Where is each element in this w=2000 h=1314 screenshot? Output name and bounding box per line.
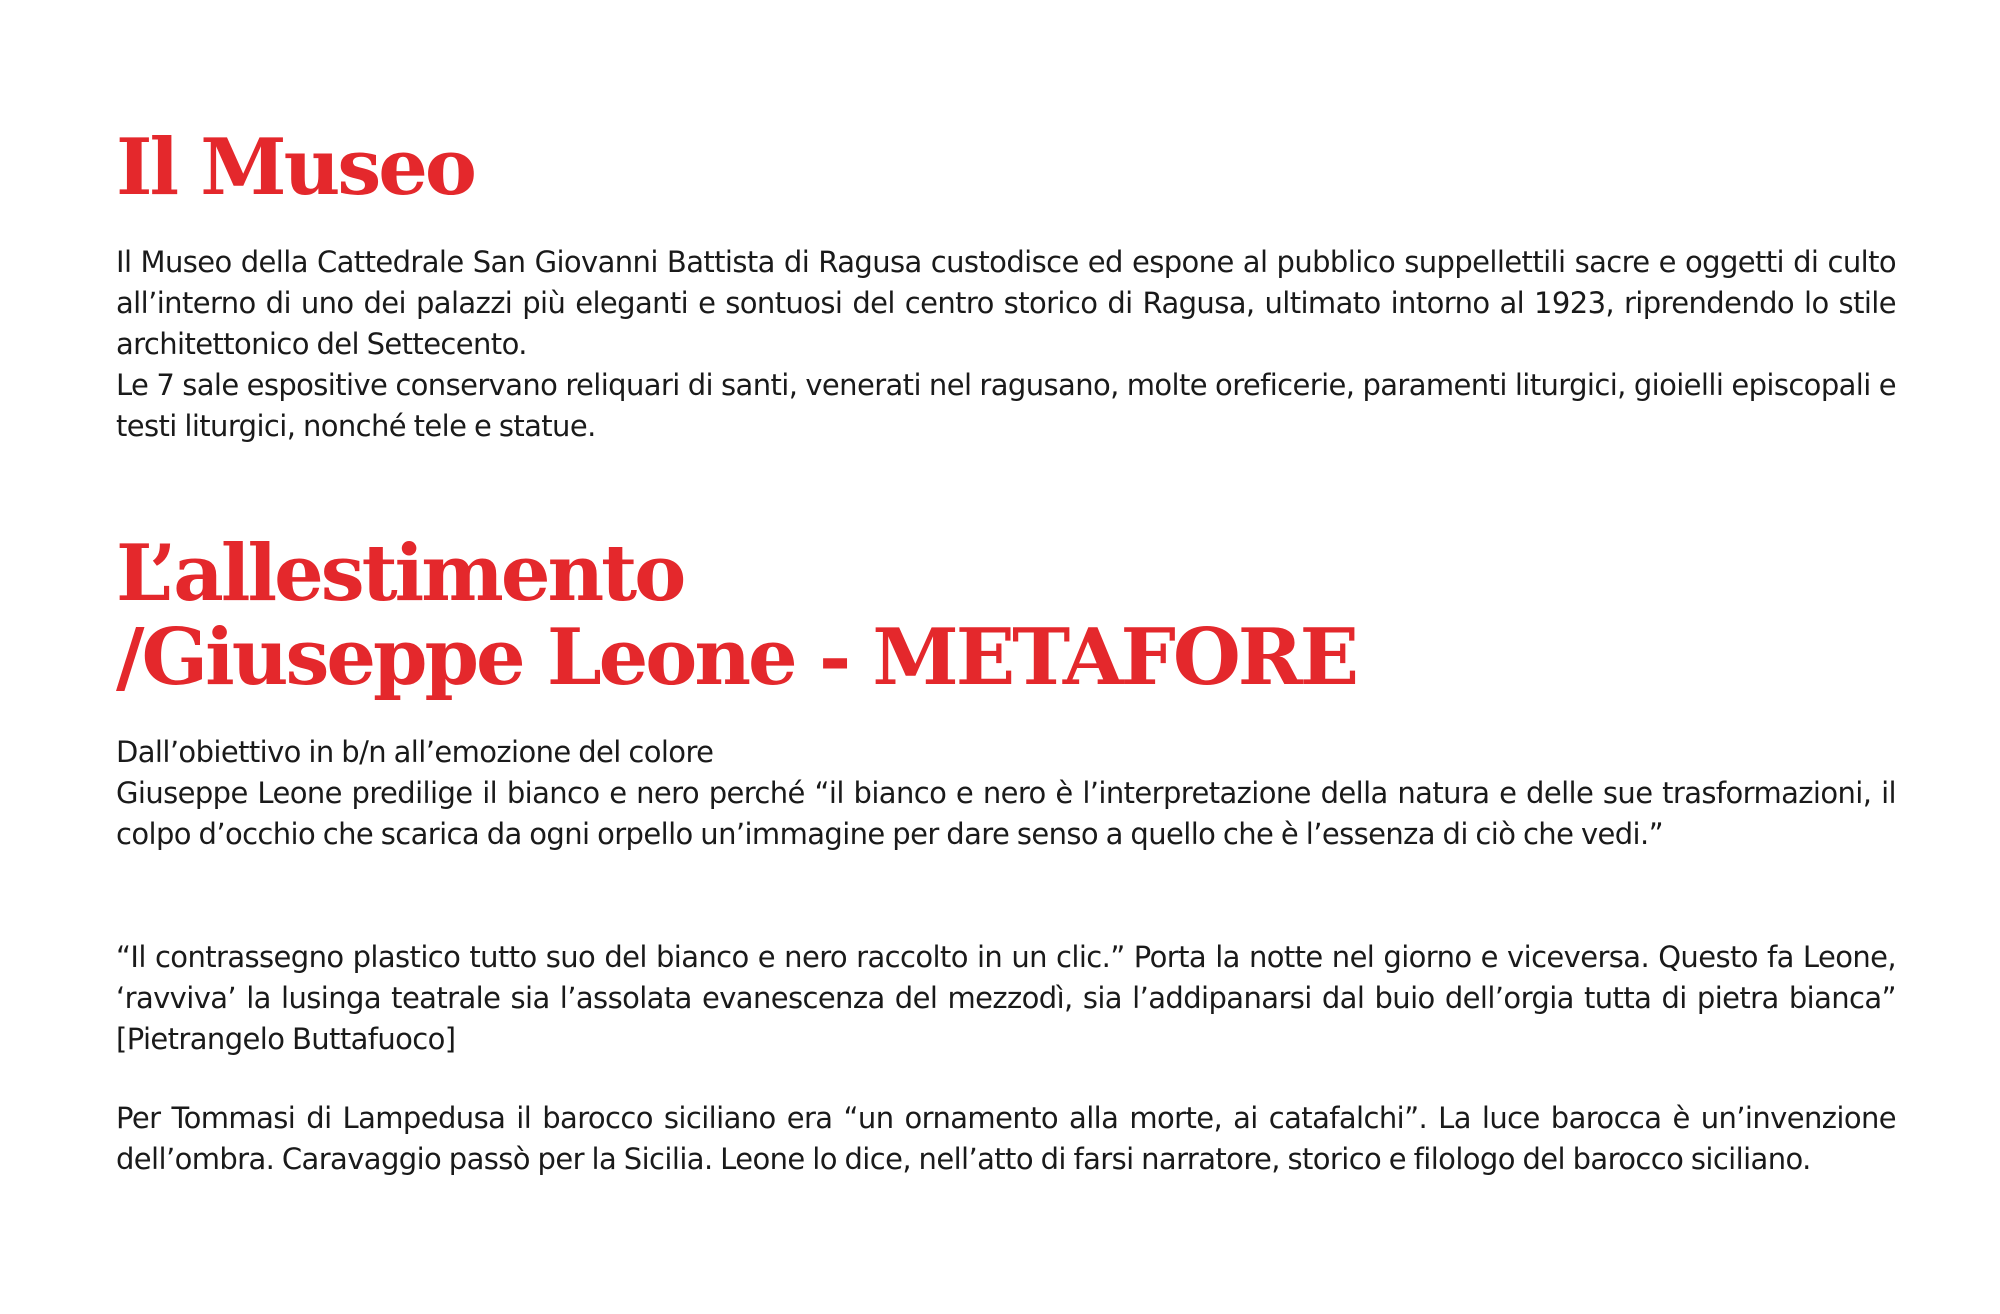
museo-paragraph-1: Il Museo della Cattedrale San Giovanni Battista di Ragusa custodisce ed espone al pubblico suppellettili sacre e oggetti di culto all’interno di uno dei palazzi più eleganti e sontuosi del centro storico di Ragusa, ultimato intorno al 1923, riprendendo lo stile architettonico del Settecento. [116,245,1896,361]
section-title-allestimento [116,528,1357,703]
section-title-museo: Il Museo [116,122,474,213]
allestimento-closing-block [116,1098,1896,1180]
museo-paragraph-2: Le 7 sale espositive conservano reliquari di santi, venerati nel ragusano, molte oreficerie, paramenti liturgici, gioielli episcopali e testi liturgici, nonché tele e statue. [116,368,1896,443]
allestimento-title-line-1: L’allestimento [116,528,684,619]
museo-text-block [116,242,1896,447]
allestimento-paragraph-3: Per Tommasi di Lampedusa il barocco siciliano era “un ornamento alla morte, ai catafalchi”. La luce barocca è un’invenzione dell’ombra. Caravaggio passò per la Sicilia. Leone lo dice, nell’atto di farsi narratore, storico e filologo del barocco siciliano. [116,1101,1896,1176]
allestimento-subtitle: Dall’obiettivo in b/n all’emozione del colore [116,735,714,769]
allestimento-paragraph-1: Giuseppe Leone predilige il bianco e nero perché “il bianco e nero è l’interpretazione della natura e delle sue trasformazioni, il colpo d’occhio che scarica da ogni orpello un’immagine per dare senso a quello che è l’essenza di ciò che vedi.” [116,776,1896,851]
allestimento-paragraph-2: “Il contrassegno plastico tutto suo del bianco e nero raccolto in un clic.” Porta la notte nel giorno e viceversa. Questo fa Leone, ‘ravviva’ la lusinga teatrale sia l’assolata evanescenza del mezzodì, sia l’addipanarsi dal buio dell’orgia tutta di pietra bianca” [Pietrangelo Buttafuoco] [116,940,1896,1056]
allestimento-intro-block [116,732,1896,855]
allestimento-quote-block [116,937,1896,1060]
allestimento-title-line-2: /Giuseppe Leone - METAFORE [116,612,1357,703]
